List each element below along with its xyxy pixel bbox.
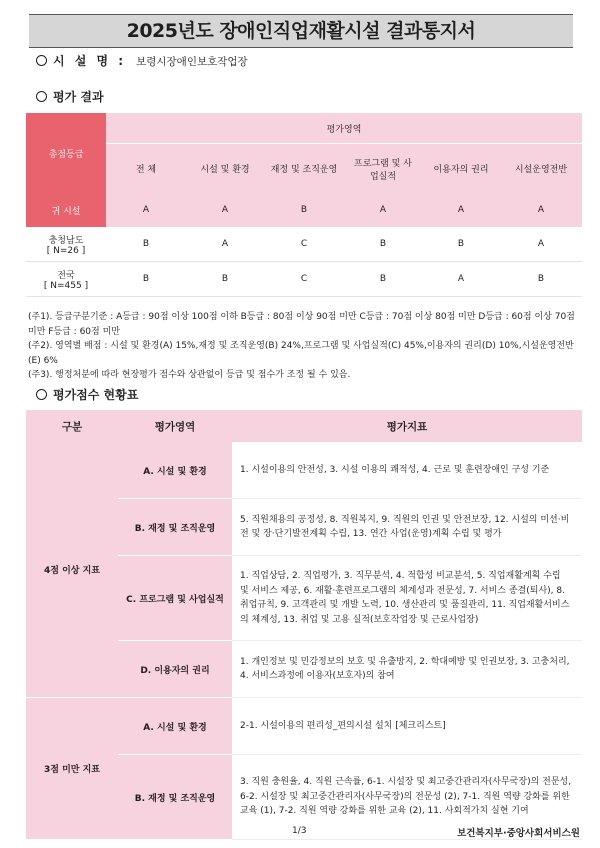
grade-header: 총점등급 <box>26 113 106 193</box>
indicator-text: 1. 직업상담, 2. 직업평가, 3. 직무분석, 4. 적합성 비교분석, 5. 직업재활계획 수립 및 서비스 제공, 6. 재활·훈련프로그램의 체계성과 전문성, 7. 서비스 종결(퇴사), 8. 취업규칙, 9. 고객관리 및 개발 노력, 10. 생산관리 및 품질관리, 11. 직업재활서비스의 체계성, 13. 취업 및 고용 실적(보호작업장 및 근로사업장) <box>232 556 582 641</box>
grade-cell: A <box>422 262 500 297</box>
grade-cell: A <box>500 193 582 227</box>
facility-name: 보령시장애인보호작업장 <box>136 56 248 68</box>
grade-cell: A <box>422 193 500 227</box>
grade-cell: B <box>186 262 264 297</box>
header-area: 평가영역 <box>118 410 232 442</box>
indicator-row <box>26 442 582 499</box>
score-table <box>26 410 582 840</box>
row-label <box>26 227 106 262</box>
circle-bullet-icon <box>36 389 47 400</box>
area-label: B. 재정 및 조직운영 <box>118 755 232 840</box>
grade-cell: A <box>186 227 264 262</box>
result-row <box>26 262 582 297</box>
grade-cell: B <box>344 262 422 297</box>
section-heading-result <box>36 88 104 105</box>
indicator-text: 1. 개인정보 및 민감정보의 보호 및 유출방지, 2. 학대예방 및 인권보장, 3. 고충처리, 4. 서비스과정에 이용자(보호자)의 참여 <box>232 641 582 698</box>
note-item: (주2). 영역별 배점 : 시설 및 환경(A) 15%,재정 및 조직운영(B) 24%,프로그램 및 사업실적(C) 45%,이용자의 권리(D) 10%,시설운영전반(E) 6% <box>28 341 574 366</box>
indicator-row <box>26 698 582 755</box>
row-label <box>26 262 106 297</box>
page-number: 1/3 <box>292 826 307 836</box>
area-column-header: 시설 및 환경 <box>186 144 264 194</box>
area-column-header: 전 체 <box>106 144 186 194</box>
indicator-text: 1. 시설이용의 안전성, 3. 시설 이용의 쾌적성, 4. 근로 및 훈련장애인 구성 기준 <box>232 442 582 499</box>
header-indicator: 평가지표 <box>232 410 582 442</box>
row-label <box>26 193 106 227</box>
grade-cell: A <box>186 193 264 227</box>
indicator-text: 5. 직원채용의 공정성, 8. 직원복지, 9. 직원의 인권 및 안전보장, 12. 시설의 미션·비전 및 장·단기발전계획 수립, 13. 연간 사업(운영)계획 수립 및 평가 <box>232 499 582 556</box>
organization-name: 보건복지부·중앙사회서비스원 <box>457 828 580 839</box>
grade-cell: B <box>500 262 582 297</box>
area-column-header: 이용자의 권리 <box>422 144 500 194</box>
note-item: (주3). 행정처분에 따라 현장평가 점수와 상관없이 등급 및 점수가 조정 될 수 있음. <box>28 370 351 380</box>
section-heading-score <box>36 386 138 403</box>
area-column-header: 시설운영전반 <box>500 144 582 194</box>
circle-bullet-icon <box>36 55 47 66</box>
facility-label: 시 설 명 : <box>53 54 127 68</box>
note-item: (주1). 등급구분기준 : A등급 : 90점 이상 100점 이하 B등급 : 80점 이상 90점 미만 C등급 : 70점 이상 80점 미만 D등급 : 60점 이상 70점 미만 F등급 : 60점 미만 <box>28 312 575 337</box>
grade-cell: B <box>344 227 422 262</box>
grade-cell: B <box>264 193 344 227</box>
area-label: D. 이용자의 권리 <box>118 641 232 698</box>
result-row <box>26 227 582 262</box>
grade-cell: A <box>344 193 422 227</box>
grade-cell: A <box>500 227 582 262</box>
section-title: 평가 결과 <box>53 90 104 104</box>
header-category: 구분 <box>26 410 118 442</box>
document-title: 2025년도 장애인직업재활시설 결과통지서 <box>29 14 573 48</box>
area-header: 평가영역 <box>106 113 582 144</box>
notes <box>28 310 580 383</box>
grade-cell: B <box>106 227 186 262</box>
grade-cell: C <box>264 262 344 297</box>
area-label: A. 시설 및 환경 <box>118 698 232 755</box>
row-label-line: [ N=26 ] <box>46 245 86 256</box>
result-table <box>26 113 582 297</box>
indicator-text: 3. 직원 충원율, 4. 직원 근속률, 6-1. 시설장 및 최고중간관리자(사무국장)의 전문성, 6-2. 시설장 및 최고중간관리자(사무국장)의 전문성 (2), 7-1. 직원 역량 강화를 위한 교육 (1), 7-2. 직원 역량 강화를 위한 교육 (2), 11. 사회적가치 실현 기여 <box>232 755 582 840</box>
row-label-line: 충청남도 <box>48 235 84 246</box>
grade-cell: C <box>264 227 344 262</box>
facility-line <box>36 52 248 69</box>
area-column-header: 프로그램 및 사업실적 <box>344 144 422 194</box>
circle-bullet-icon <box>36 91 47 102</box>
area-label: C. 프로그램 및 사업실적 <box>118 556 232 641</box>
indicator-text: 2-1. 시설이용의 편리성_편의시설 설치 [체크리스트] <box>232 698 582 755</box>
row-label-line: 전국 <box>57 270 75 281</box>
area-column-header: 재정 및 조직운영 <box>264 144 344 194</box>
area-label: B. 재정 및 조직운영 <box>118 499 232 556</box>
section-title: 평가점수 현황표 <box>53 388 139 402</box>
row-label-line: [ N=455 ] <box>43 280 89 291</box>
group-label: 3점 미만 지표 <box>26 698 118 840</box>
area-label: A. 시설 및 환경 <box>118 442 232 499</box>
grade-cell: A <box>106 193 186 227</box>
row-label-line: 귀 시설 <box>51 206 81 217</box>
grade-cell: B <box>422 227 500 262</box>
group-label: 4점 이상 지표 <box>26 442 118 698</box>
result-row <box>26 193 582 227</box>
grade-cell: B <box>106 262 186 297</box>
